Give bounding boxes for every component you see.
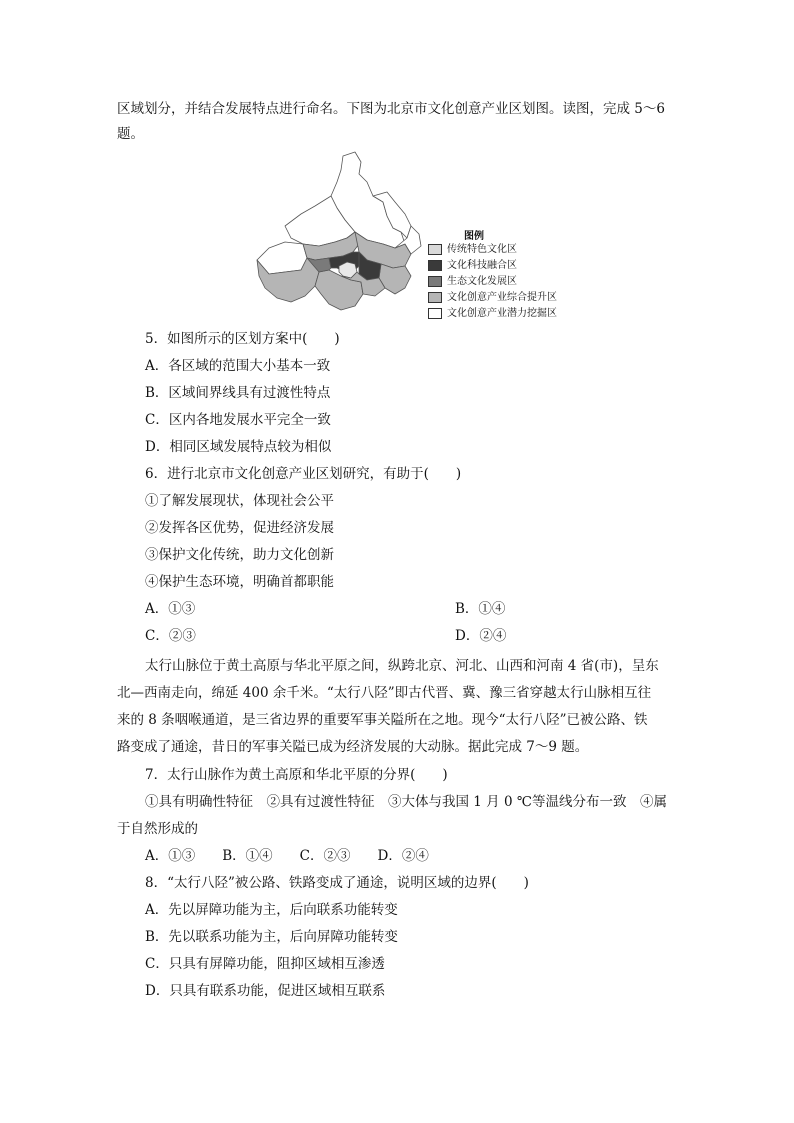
legend-item-tech: [428, 259, 517, 272]
legend-swatch: [428, 244, 442, 255]
question-6-statement-3: ③保护文化传统，助力文化创新: [145, 547, 334, 563]
legend-swatch: [428, 276, 442, 287]
legend-label: 文化创意产业综合提升区: [447, 292, 557, 303]
legend-label: 传统特色文化区: [447, 244, 517, 255]
question-6-option-b: B．①④: [455, 601, 506, 617]
question-6-statement-1: ①了解发展现状，体现社会公平: [145, 493, 334, 509]
question-7-statements-line-2: 于自然形成的: [117, 821, 198, 837]
legend-item-traditional: [428, 243, 517, 256]
question-7-statements-line-1: ①具有明确性特征 ②具有过渡性特征 ③大体与我国 1 月 0 ℃等温线分布一致 ④属: [145, 794, 667, 810]
question-5-option-b: B．区域间界线具有过渡性特点: [145, 385, 331, 401]
passage-line-2: 北—西南走向，绵延 400 余千米。“太行八陉”即古代晋、冀、豫三省穿越太行山脉相互往: [117, 685, 652, 701]
passage-line-4: 路变成了通途，昔日的军事关隘已成为经济发展的大动脉。据此完成 7～9 题。: [117, 739, 589, 755]
intro-line-2: 题。: [117, 126, 144, 142]
passage-line-1: 太行山脉位于黄土高原与华北平原之间，纵跨北京、河北、山西和河南 4 省(市)，呈东: [145, 658, 659, 674]
legend-item-eco: [428, 275, 517, 288]
question-6-statement-4: ④保护生态环境，明确首都职能: [145, 574, 334, 590]
legend-swatch: [428, 292, 442, 303]
question-8-option-b: B．先以联系功能为主，后向屏障功能转变: [145, 929, 398, 945]
legend-label: 生态文化发展区: [447, 276, 517, 287]
question-8-stem: 8．“太行八陉”被公路、铁路变成了通途，说明区域的边界( ): [145, 875, 529, 891]
question-5-option-d: D．相同区域发展特点较为相似: [145, 439, 332, 455]
question-5-stem: 5．如图所示的区划方案中( ): [145, 331, 340, 347]
legend-swatch: [428, 308, 442, 319]
question-5-option-a: A．各区域的范围大小基本一致: [145, 358, 331, 374]
question-6-stem: 6．进行北京市文化创意产业区划研究，有助于( ): [145, 466, 462, 482]
question-6-option-a: A．①③: [145, 601, 196, 617]
legend-item-potential: [428, 307, 557, 320]
question-8-option-c: C．只具有屏障功能，阻抑区域相互渗透: [145, 956, 385, 972]
question-6-option-c: C．②③: [145, 628, 196, 644]
question-5-option-c: C．区内各地发展水平完全一致: [145, 412, 331, 428]
legend-item-comprehensive: [428, 291, 557, 304]
map-region-tongzhou: [379, 264, 411, 294]
legend-label: 文化科技融合区: [447, 260, 517, 271]
question-6-statement-2: ②发挥各区优势，促进经济发展: [145, 520, 334, 536]
intro-line-1: 区域划分，并结合发展特点进行命名。下图为北京市文化创意产业区划图。读图，完成 5～6: [117, 101, 665, 117]
question-8-option-a: A．先以屏障功能为主，后向联系功能转变: [145, 902, 398, 918]
legend-title: 图例: [464, 231, 484, 242]
question-6-option-d: D．②④: [455, 628, 507, 644]
legend-swatch: [428, 260, 442, 271]
legend-label: 文化创意产业潜力挖掘区: [447, 308, 557, 319]
question-7-options: A．①③ B．①④ C．②③ D．②④: [145, 848, 429, 864]
question-7-stem: 7．太行山脉作为黄土高原和华北平原的分界( ): [145, 767, 448, 783]
question-8-option-d: D．只具有联系功能，促进区域相互联系: [145, 983, 386, 999]
passage-line-3: 来的 8 条咽喉通道，是三省边界的重要军事关隘所在之地。现今“太行八陉”已被公路、铁: [117, 712, 648, 728]
